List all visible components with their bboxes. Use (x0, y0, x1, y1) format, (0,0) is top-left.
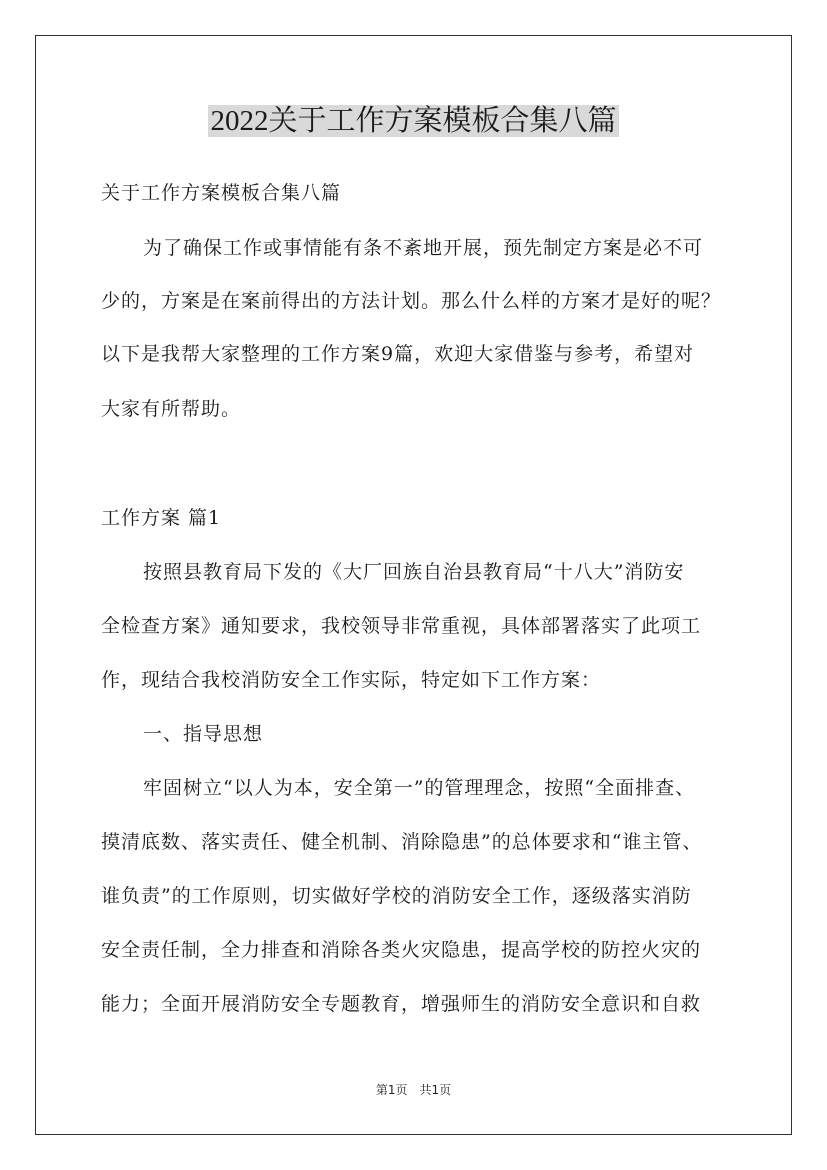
paragraph-line: 能力；全面开展消防安全专题教育，增强师生的消防安全意识和自救 (101, 993, 702, 1015)
paragraph-line: 少的，方案是在案前得出的方法计划。那么什么样的方案才是好的呢？ (101, 290, 722, 312)
paragraph-line: 安全责任制，全力排查和消除各类火灾隐患，提高学校的防控火灾的 (101, 939, 702, 961)
paragraph-line: 按照县教育局下发的《大厂回族自治县教育局“十八大”消防安 (143, 561, 685, 583)
subtitle-line: 关于工作方案模板合集八篇 (101, 182, 342, 204)
paragraph-line: 以下是我帮大家整理的工作方案9篇，欢迎大家借鉴与参考，希望对 (101, 343, 695, 365)
paragraph-line: 大家有所帮助。 (101, 398, 242, 420)
paragraph-line: 为了确保工作或事情能有条不紊地开展，预先制定方案是必不可 (143, 237, 704, 259)
paragraph-line: 全检查方案》通知要求，我校领导非常重视，具体部署落实了此项工 (101, 615, 702, 637)
paragraph-line: 谁负责”的工作原则，切实做好学校的消防安全工作，逐级落实消防 (101, 885, 692, 907)
paragraph-line: 摸清底数、落实责任、健全机制、消除隐患”的总体要求和“谁主管、 (101, 831, 703, 853)
paragraph-line: 作，现结合我校消防安全工作实际，特定如下工作方案： (101, 669, 602, 691)
section-heading: 工作方案 篇1 (101, 507, 222, 529)
document-title (0, 96, 827, 146)
paragraph-line: 牢固树立“以人为本，安全第一”的管理理念，按照“全面排查、 (143, 777, 696, 799)
document-title-text: 2022关于工作方案模板合集八篇 (210, 105, 617, 137)
subsection-heading: 一、指导思想 (143, 723, 264, 745)
page-number-footer: 第1页 共1页 (375, 1083, 452, 1097)
